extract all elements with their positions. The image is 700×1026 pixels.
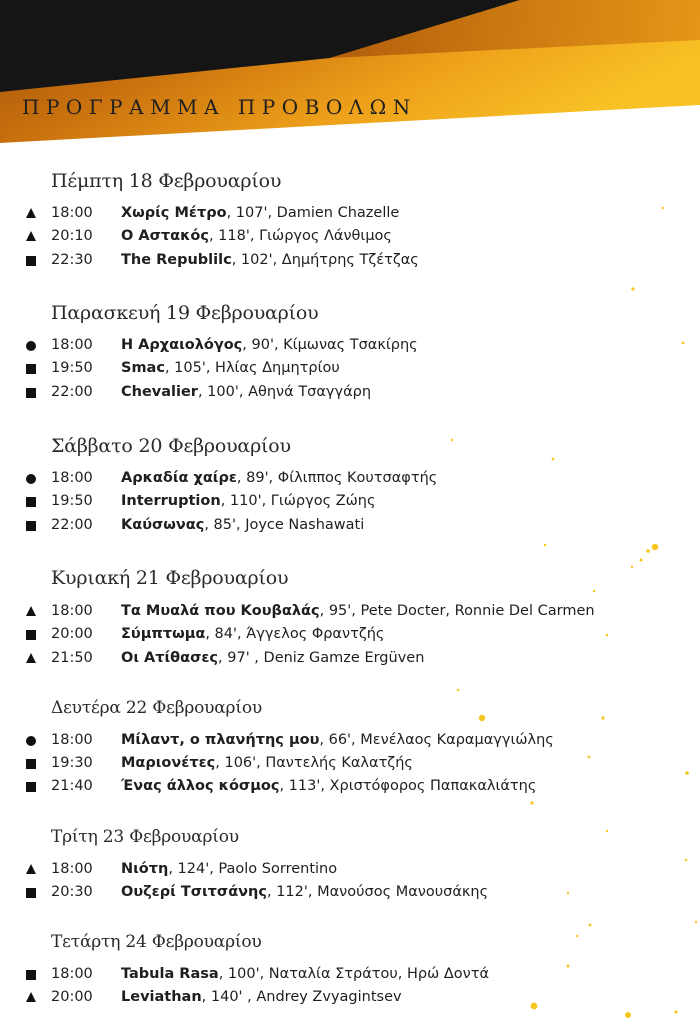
square-marker-icon xyxy=(26,759,36,769)
screening-row xyxy=(0,516,700,538)
film-details: , 89', Φίλιππος Κουτσαφτής xyxy=(236,470,438,486)
film-title: Η Αρχαιολόγος xyxy=(121,337,243,353)
day-title: Τρίτη 23 Φεβρουαρίου xyxy=(51,827,239,847)
screening-time: 22:00 xyxy=(51,517,93,533)
screening-row xyxy=(0,777,700,799)
square-marker-icon xyxy=(26,388,36,398)
screening-row xyxy=(0,625,700,647)
screening-time: 18:00 xyxy=(51,966,93,982)
film-details: , 118', Γιώργος Λάνθιμος xyxy=(208,228,392,244)
day-title: Πέμπτη 18 Φεβρουαρίου xyxy=(51,170,282,192)
film-title: Chevalier xyxy=(121,384,198,400)
film-details: , 112', Μανούσος Μανουσάκης xyxy=(266,884,489,900)
triangle-marker-icon xyxy=(26,208,36,218)
film-details: , 110', Γιώργος Ζώης xyxy=(220,493,376,509)
screening-row xyxy=(0,860,700,882)
screening-time: 19:50 xyxy=(51,493,93,509)
day-title: Δευτέρα 22 Φεβρουαρίου xyxy=(51,698,262,718)
film-details: , 107', Damien Chazelle xyxy=(226,205,400,221)
screening-row xyxy=(0,754,700,776)
triangle-marker-icon xyxy=(26,653,36,663)
screening-time: 18:00 xyxy=(51,337,93,353)
header-banner xyxy=(0,0,700,150)
film-title: Μίλαντ, ο πλανήτης μου xyxy=(121,732,320,748)
screening-row xyxy=(0,988,700,1010)
film-title: Interruption xyxy=(121,493,221,509)
film-title: Smac xyxy=(121,360,165,376)
film-title: Χωρίς Μέτρο xyxy=(121,205,227,221)
screening-time: 18:00 xyxy=(51,732,93,748)
screening-time: 21:40 xyxy=(51,778,93,794)
square-marker-icon xyxy=(26,970,36,980)
triangle-marker-icon xyxy=(26,864,36,874)
film-title: Αρκαδία χαίρε xyxy=(121,470,237,486)
screening-time: 22:00 xyxy=(51,384,93,400)
square-marker-icon xyxy=(26,782,36,792)
film-title: Ουζερί Τσιτσάνης xyxy=(121,884,267,900)
screening-time: 19:30 xyxy=(51,755,93,771)
screening-row xyxy=(0,383,700,405)
square-marker-icon xyxy=(26,364,36,374)
film-details: , 97' , Deniz Gamze Ergüven xyxy=(218,650,425,666)
screening-row xyxy=(0,227,700,249)
screening-row xyxy=(0,469,700,491)
screening-row xyxy=(0,359,700,381)
square-marker-icon xyxy=(26,630,36,640)
day-title: Κυριακή 21 Φεβρουαρίου xyxy=(51,567,289,589)
screening-time: 22:30 xyxy=(51,252,93,268)
triangle-marker-icon xyxy=(26,992,36,1002)
screening-time: 20:30 xyxy=(51,884,93,900)
film-title: Σύμπτωμα xyxy=(121,626,206,642)
screening-time: 19:50 xyxy=(51,360,93,376)
film-details: , 106', Παντελής Καλατζής xyxy=(215,755,413,771)
film-details: , 95', Pete Docter, Ronnie Del Carmen xyxy=(319,603,595,619)
day-title: Τετάρτη 24 Φεβρουαρίου xyxy=(51,932,262,952)
screening-row xyxy=(0,883,700,905)
film-details: , 113', Χριστόφορος Παπακαλιάτης xyxy=(279,778,537,794)
screening-row xyxy=(0,492,700,514)
film-title: Νιότη xyxy=(121,861,169,877)
screening-time: 18:00 xyxy=(51,861,93,877)
circle-marker-icon xyxy=(26,341,36,351)
film-title: Μαριονέτες xyxy=(121,755,216,771)
film-details: , 100', Αθηνά Τσαγγάρη xyxy=(197,384,372,400)
film-details: , 84', Άγγελος Φραντζής xyxy=(205,626,385,642)
screening-row xyxy=(0,731,700,753)
square-marker-icon xyxy=(26,888,36,898)
triangle-marker-icon xyxy=(26,231,36,241)
film-title: Tabula Rasa xyxy=(121,966,219,982)
film-title: Leviathan xyxy=(121,989,202,1005)
film-details: , 90', Κίμωνας Τσακίρης xyxy=(242,337,418,353)
screening-row xyxy=(0,602,700,624)
circle-marker-icon xyxy=(26,474,36,484)
screening-time: 18:00 xyxy=(51,470,93,486)
square-marker-icon xyxy=(26,521,36,531)
screening-time: 20:00 xyxy=(51,989,93,1005)
film-details: , 102', Δημήτρης Τζέτζας xyxy=(231,252,419,268)
square-marker-icon xyxy=(26,497,36,507)
square-marker-icon xyxy=(26,256,36,266)
screening-time: 21:50 xyxy=(51,650,93,666)
screening-time: 18:00 xyxy=(51,603,93,619)
screening-row xyxy=(0,204,700,226)
day-title: Σάββατο 20 Φεβρουαρίου xyxy=(51,435,291,457)
screening-time: 20:10 xyxy=(51,228,93,244)
film-details: , 140' , Andrey Zvyagintsev xyxy=(201,989,402,1005)
screening-time: 18:00 xyxy=(51,205,93,221)
film-title: Τα Μυαλά που Κουβαλάς xyxy=(121,603,320,619)
film-details: , 100', Ναταλία Στράτου, Ηρώ Δοντά xyxy=(218,966,490,982)
film-title: Ο Αστακός xyxy=(121,228,209,244)
triangle-marker-icon xyxy=(26,606,36,616)
circle-marker-icon xyxy=(26,736,36,746)
screening-time: 20:00 xyxy=(51,626,93,642)
film-title: Οι Ατίθασες xyxy=(121,650,219,666)
day-title: Παρασκευή 19 Φεβρουαρίου xyxy=(51,302,319,324)
film-details: , 66', Μενέλαος Καραμαγγιώλης xyxy=(319,732,554,748)
film-title: Καύσωνας xyxy=(121,517,205,533)
screening-row xyxy=(0,251,700,273)
screening-row xyxy=(0,965,700,987)
film-details: , 105', Ηλίας Δημητρίου xyxy=(164,360,340,376)
screening-row xyxy=(0,649,700,671)
film-title: Ένας άλλος κόσμος xyxy=(121,778,280,794)
film-title: The Republilc xyxy=(121,252,232,268)
screening-row xyxy=(0,336,700,358)
page-title: ΠΡΟΓΡΑΜΜΑ ΠΡΟΒΟΛΩΝ xyxy=(22,95,417,119)
film-details: , 85', Joyce Nashawati xyxy=(204,517,365,533)
film-details: , 124', Paolo Sorrentino xyxy=(168,861,338,877)
